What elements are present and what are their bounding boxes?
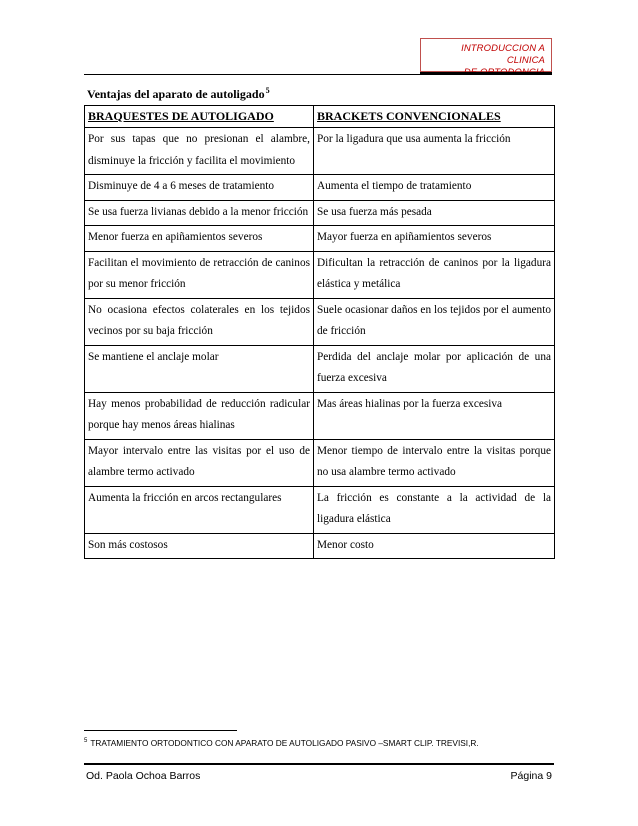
table-cell: Son más costosos xyxy=(85,533,314,559)
header-rule xyxy=(84,74,552,75)
footnote-text: TRATAMIENTO ORTODONTICO CON APARATO DE AUTOLIGADO PASIVO –SMART CLIP. TREVISI,R. xyxy=(90,738,479,748)
table-cell: Se mantiene el anclaje molar xyxy=(85,345,314,392)
table-cell: Mayor intervalo entre las visitas por el uso de alambre termo activado xyxy=(85,439,314,486)
table-cell: Por la ligadura que usa aumenta la fricción xyxy=(314,128,555,175)
table-cell: Suele ocasionar daños en los tejidos por el aumento de fricción xyxy=(314,298,555,345)
section-title-text: Ventajas del aparato de autoligado xyxy=(87,87,265,101)
footer-author: Od. Paola Ochoa Barros xyxy=(86,770,201,782)
table-cell: No ocasiona efectos colaterales en los tejidos vecinos por su baja fricción xyxy=(85,298,314,345)
table-cell: Menor tiempo de intervalo entre la visitas porque no usa alambre termo activado xyxy=(314,439,555,486)
comparison-table xyxy=(84,105,555,559)
table-row xyxy=(85,226,555,252)
table-row xyxy=(85,251,555,298)
table-header-row xyxy=(85,106,555,128)
header-line-1: INTRODUCCION A CLINICA xyxy=(461,43,545,66)
section-title xyxy=(87,86,270,102)
table-row xyxy=(85,439,555,486)
footnote-divider xyxy=(84,730,237,731)
table-cell: Facilitan el movimiento de retracción de caninos por su menor fricción xyxy=(85,251,314,298)
table-row xyxy=(85,533,555,559)
column-header-autoligado: BRAQUESTES DE AUTOLIGADO xyxy=(85,106,314,128)
table-row xyxy=(85,200,555,226)
footnote xyxy=(84,738,479,748)
table-row xyxy=(85,392,555,439)
table-cell: Menor costo xyxy=(314,533,555,559)
table-cell: Dificultan la retracción de caninos por la ligadura elástica y metálica xyxy=(314,251,555,298)
table-row xyxy=(85,345,555,392)
table-cell: Perdida del anclaje molar por aplicación de una fuerza excesiva xyxy=(314,345,555,392)
footnote-number: 5 xyxy=(84,738,88,744)
running-header xyxy=(420,38,552,72)
column-header-convencionales: BRACKETS CONVENCIONALES xyxy=(314,106,555,128)
table-cell: Menor fuerza en apiñamientos severos xyxy=(85,226,314,252)
table-row xyxy=(85,486,555,533)
table-cell: Aumenta la fricción en arcos rectangulares xyxy=(85,486,314,533)
table-cell: La fricción es constante a la actividad de la ligadura elástica xyxy=(314,486,555,533)
table-cell: Disminuye de 4 a 6 meses de tratamiento xyxy=(85,175,314,201)
table-cell: Por sus tapas que no presionan el alambre, disminuye la fricción y facilita el movimiento xyxy=(85,128,314,175)
table-cell: Aumenta el tiempo de tratamiento xyxy=(314,175,555,201)
footnote-reference: 5 xyxy=(265,86,270,95)
table-cell: Se usa fuerza livianas debido a la menor fricción xyxy=(85,200,314,226)
table-row xyxy=(85,128,555,175)
table-row xyxy=(85,175,555,201)
table-cell: Se usa fuerza más pesada xyxy=(314,200,555,226)
table-row xyxy=(85,298,555,345)
table-cell: Mayor fuerza en apiñamientos severos xyxy=(314,226,555,252)
footer-page-number: Página 9 xyxy=(510,770,552,782)
table-cell: Mas áreas hialinas por la fuerza excesiva xyxy=(314,392,555,439)
footer-rule xyxy=(84,763,554,765)
table-cell: Hay menos probabilidad de reducción radicular porque hay menos áreas hialinas xyxy=(85,392,314,439)
